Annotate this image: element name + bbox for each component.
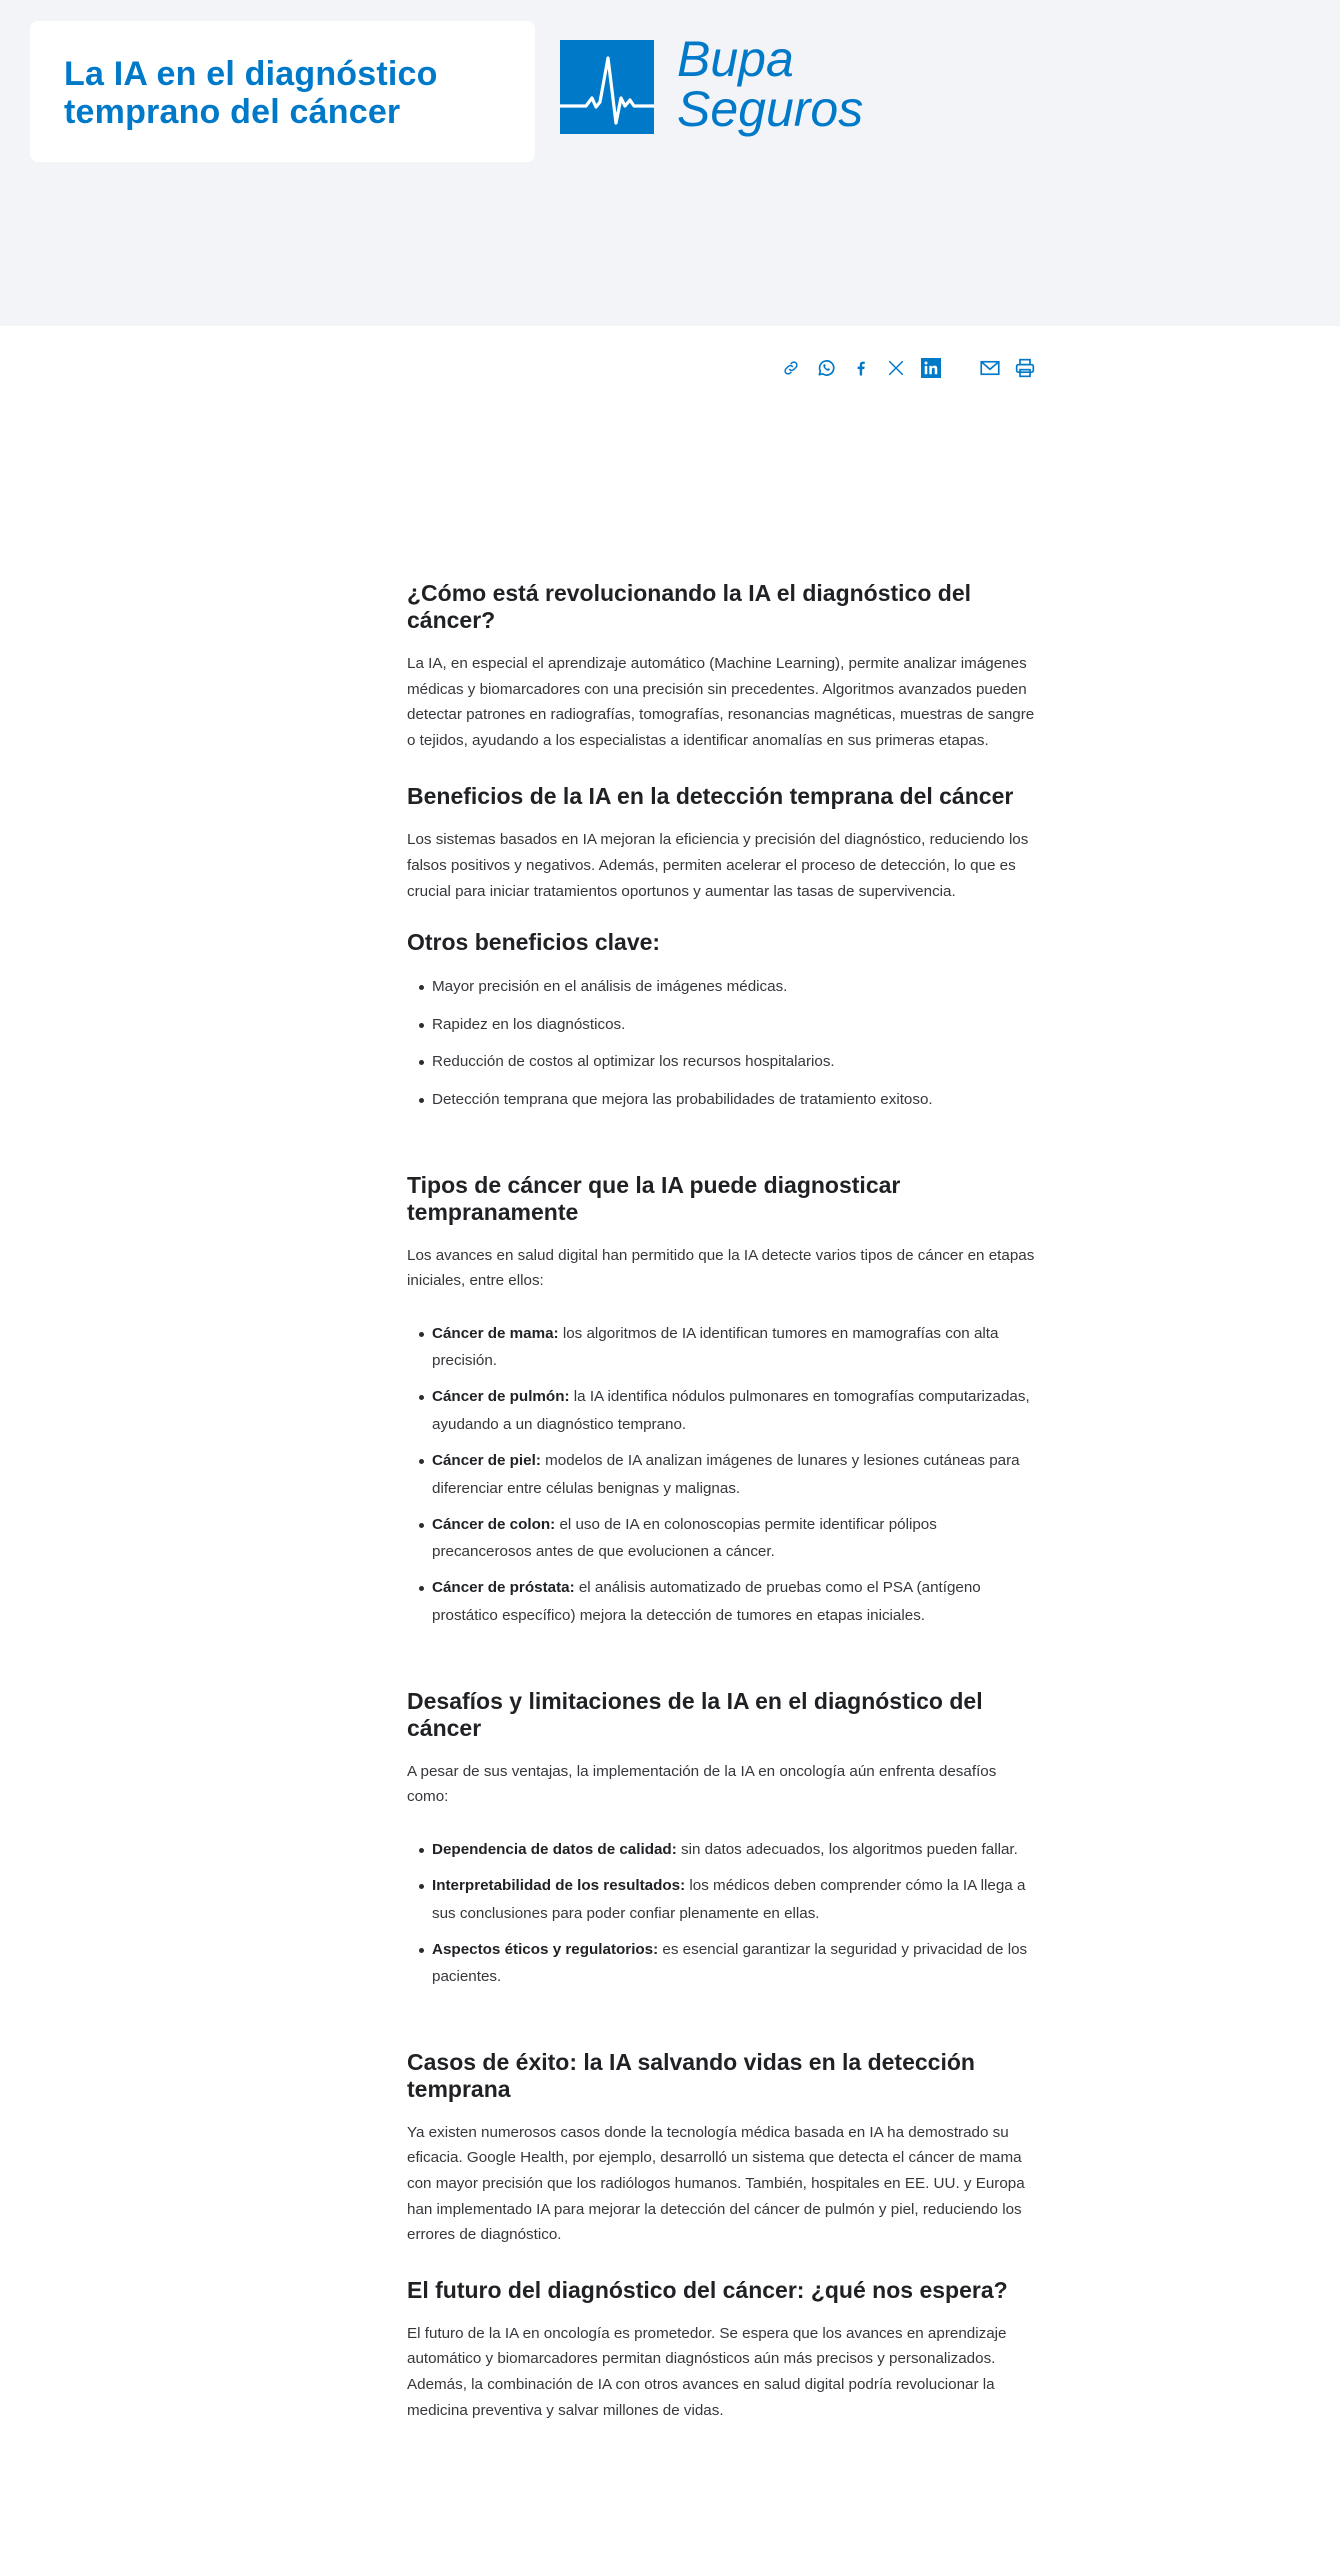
list-item: Mayor precisión en el análisis de imágenes médicas. — [432, 973, 1037, 1001]
list-item — [432, 1447, 1037, 1502]
page-title-line2: temprano del cáncer — [64, 93, 401, 131]
challenges-list — [407, 1836, 1037, 1991]
list-item-term: Cáncer de colon: — [432, 1515, 556, 1533]
heartbeat-icon — [560, 40, 654, 134]
section-paragraph: El futuro de la IA en oncología es prometedor. Se espera que los avances en aprendizaje automático y biomarcadores permitan diagnósticos aún más precisos y personalizados. Además, la combinación de IA con otros avances en salud digital podría revolucionar la medicina preventiva y salvar millones de vidas. — [407, 2324, 1007, 2419]
share-toolbar — [780, 357, 1049, 379]
list-item-text: modelos de IA analizan imágenes de lunares y lesiones cutáneas para diferenciar entre células benignas y malignas. — [432, 1452, 1020, 1497]
hero-header — [0, 0, 1340, 326]
section-paragraph: Ya existen numerosos casos donde la tecnología médica basada en IA ha demostrado su eficacia. Google Health, por ejemplo, desarrolló un sistema que detecta el cáncer de mama con mayor precisión que los radiólogos humanos. También, hospitales en EE. UU. y Europa han implementado IA para mejorar la detección del cáncer de pulmón y piel, reduciendo los errores de diagnóstico. — [407, 2123, 1025, 2244]
list-item-term: Cáncer de mama: — [432, 1324, 559, 1342]
list-item: Detección temprana que mejora las probabilidades de tratamiento exitoso. — [432, 1086, 1037, 1114]
section-heading: Desafíos y limitaciones de la IA en el diagnóstico del cáncer — [407, 1687, 983, 1741]
list-item-text: sin datos adecuados, los algoritmos pueden fallar. — [676, 1840, 1018, 1858]
section-cancer-types — [407, 1172, 1037, 1630]
list-item-term: Dependencia de datos de calidad: — [432, 1840, 677, 1858]
section-heading: Casos de éxito: la IA salvando vidas en la detección temprana — [407, 2048, 975, 2102]
list-item-term: Cáncer de piel: — [432, 1452, 541, 1470]
page-title-line1: La IA en el diagnóstico — [64, 55, 438, 93]
section-success-cases — [407, 2049, 1037, 2248]
section-challenges — [407, 1688, 1037, 1991]
x-icon[interactable] — [885, 357, 907, 379]
section-benefits — [407, 783, 1037, 904]
list-item-text: el uso de IA en colonoscopias permite identificar pólipos precancerosos antes de que evolucionen a cáncer. — [432, 1515, 937, 1561]
section-paragraph: A pesar de sus ventajas, la implementación de la IA en oncología aún enfrenta desafíos como: — [407, 1762, 997, 1806]
list-item-text: es esencial garantizar la seguridad y privacidad de los pacientes. — [432, 1940, 1028, 1986]
section-heading: ¿Cómo está revolucionando la IA el diagnóstico del cáncer? — [407, 580, 972, 633]
facebook-icon[interactable] — [850, 357, 872, 379]
list-item — [432, 1511, 1037, 1566]
section-how-ai — [407, 580, 1037, 753]
whatsapp-icon[interactable] — [815, 357, 837, 379]
section-heading: Beneficios de la IA en la detección temprana del cáncer — [407, 783, 1014, 810]
list-item — [432, 1320, 1037, 1375]
list-item-text: el análisis automatizado de pruebas como el PSA (antígeno prostático específico) mejora la detección de tumores en etapas iniciales. — [432, 1579, 981, 1625]
linkedin-icon[interactable] — [920, 357, 942, 379]
page-title — [64, 55, 535, 131]
list-item-term: Cáncer de próstata: — [432, 1579, 575, 1597]
section-paragraph: La IA, en especial el aprendizaje automático (Machine Learning), permite analizar imágenes médicas y biomarcadores con una precisión sin precedentes. Algoritmos avanzados pueden detectar patrones en radiografías, tomografías, resonancias magnéticas, muestras de sangre o tejidos, ayudando a los especialistas a identificar anomalías en sus primeras etapas. — [407, 655, 1035, 749]
logo-wordmark — [677, 31, 864, 137]
list-item — [432, 1383, 1037, 1438]
print-icon[interactable] — [1014, 357, 1036, 379]
list-item: Reducción de costos al optimizar los recursos hospitalarios. — [432, 1048, 1037, 1076]
title-card — [30, 21, 535, 162]
list-item-text: los médicos deben comprender cómo la IA llega a sus conclusiones para poder confiar plenamente en ellas. — [432, 1876, 1026, 1922]
cancer-types-list — [407, 1320, 1037, 1630]
list-item — [432, 1574, 1037, 1629]
list-item: Rapidez en los diagnósticos. — [432, 1011, 1037, 1039]
section-heading: Otros beneficios clave: — [407, 929, 661, 956]
section-paragraph: Los avances en salud digital han permitido que la IA detecte varios tipos de cáncer en etapas iniciales, entre ellos: — [407, 1246, 1035, 1290]
list-item-text: la IA identifica nódulos pulmonares en tomografías computarizadas, ayudando a un diagnóstico temprano. — [432, 1388, 1030, 1433]
section-other-benefits — [407, 929, 1037, 1113]
benefits-list — [407, 973, 1037, 1113]
logo-line2: Seguros — [677, 81, 864, 137]
bupa-logo[interactable] — [560, 31, 864, 137]
list-item — [432, 1872, 1037, 1927]
section-future — [407, 2277, 1037, 2423]
list-item-term: Aspectos éticos y regulatorios: — [432, 1940, 659, 1958]
link-icon[interactable] — [780, 357, 802, 379]
section-heading: Tipos de cáncer que la IA puede diagnosticar tempranamente — [407, 1171, 901, 1225]
logo-line1: Bupa — [677, 31, 794, 87]
mail-icon[interactable] — [979, 357, 1001, 379]
list-item — [432, 1836, 1037, 1864]
section-heading: El futuro del diagnóstico del cáncer: ¿qué nos espera? — [407, 2276, 1008, 2303]
article-body — [407, 580, 1037, 2423]
list-item-text: los algoritmos de IA identifican tumores en mamografías con alta precisión. — [432, 1324, 999, 1370]
list-item — [432, 1936, 1037, 1991]
list-item-term: Cáncer de pulmón: — [432, 1388, 570, 1406]
list-item-term: Interpretabilidad de los resultados: — [432, 1876, 686, 1894]
section-paragraph: Los sistemas basados en IA mejoran la eficiencia y precisión del diagnóstico, reduciendo los falsos positivos y negativos. Además, permiten acelerar el proceso de detección, lo que es crucial para iniciar tratamientos oportunos y aumentar las tasas de supervivencia. — [407, 831, 1029, 900]
